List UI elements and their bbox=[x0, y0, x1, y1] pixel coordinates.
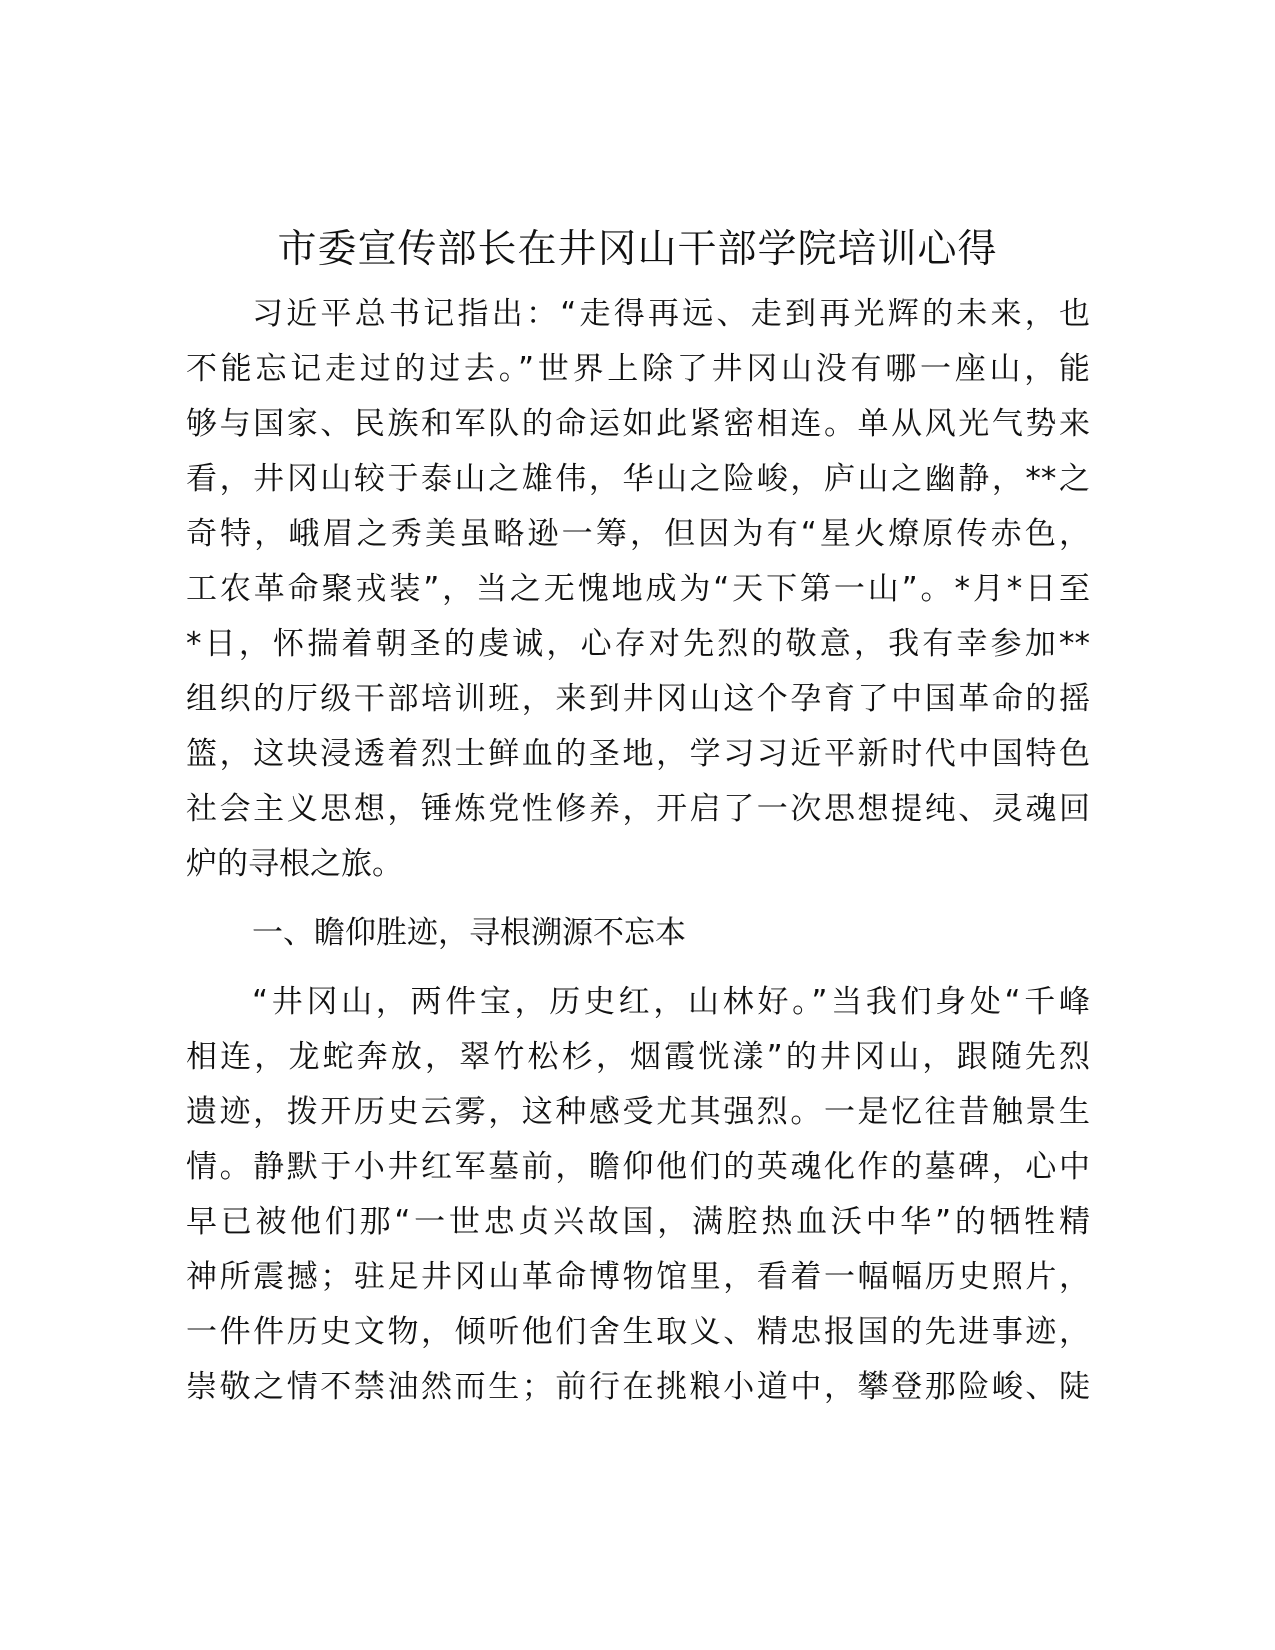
paragraph-line: 情。静默于小井红军墓前，瞻仰他们的英魂化作的墓碑，心中 bbox=[186, 1149, 1090, 1185]
paragraph-line: 工农革命聚戎装”，当之无愧地成为“天下第一山”。*月*日至 bbox=[186, 571, 1090, 607]
paragraph-line: 奇特，峨眉之秀美虽略逊一筹，但因为有“星火燎原传赤色， bbox=[186, 516, 1090, 552]
paragraph-line: 相连，龙蛇奔放，翠竹松杉，烟霞恍漾”的井冈山，跟随先烈 bbox=[186, 1039, 1090, 1075]
paragraph-line: 组织的厅级干部培训班，来到井冈山这个孕育了中国革命的摇 bbox=[186, 681, 1090, 717]
paragraph-line: 不能忘记走过的过去。”世界上除了井冈山没有哪一座山，能 bbox=[186, 351, 1090, 387]
paragraph-line: 够与国家、民族和军队的命运如此紧密相连。单从风光气势来 bbox=[186, 406, 1090, 442]
paragraph-line: 看，井冈山较于泰山之雄伟，华山之险峻，庐山之幽静，**之 bbox=[186, 461, 1090, 497]
paragraph-line: 遗迹，拨开历史云雾，这种感受尤其强烈。一是忆往昔触景生 bbox=[186, 1094, 1090, 1130]
paragraph-line: 崇敬之情不禁油然而生；前行在挑粮小道中，攀登那险峻、陡 bbox=[186, 1369, 1090, 1405]
section-heading: 一、瞻仰胜迹，寻根溯源不忘本 bbox=[252, 915, 686, 951]
paragraph-line: 一件件历史文物，倾听他们舍生取义、精忠报国的先进事迹， bbox=[186, 1314, 1090, 1350]
paragraph-line: 神所震撼；驻足井冈山革命博物馆里，看着一幅幅历史照片， bbox=[186, 1259, 1090, 1295]
document-title: 市委宣传部长在井冈山干部学院培训心得 bbox=[277, 227, 998, 272]
paragraph-line: 炉的寻根之旅。 bbox=[186, 846, 403, 882]
paragraph-line: 篮，这块浸透着烈士鲜血的圣地，学习习近平新时代中国特色 bbox=[186, 736, 1090, 772]
paragraph-line: 社会主义思想，锤炼党性修养，开启了一次思想提纯、灵魂回 bbox=[186, 791, 1090, 827]
paragraph-line: *日，怀揣着朝圣的虔诚，心存对先烈的敬意，我有幸参加** bbox=[186, 626, 1090, 662]
paragraph-line: 习近平总书记指出：“走得再远、走到再光辉的未来，也 bbox=[252, 296, 1090, 332]
paragraph-line: “井冈山，两件宝，历史红，山林好。”当我们身处“千峰 bbox=[252, 984, 1090, 1020]
paragraph-line: 早已被他们那“一世忠贞兴故国，满腔热血沃中华”的牺牲精 bbox=[186, 1204, 1090, 1240]
